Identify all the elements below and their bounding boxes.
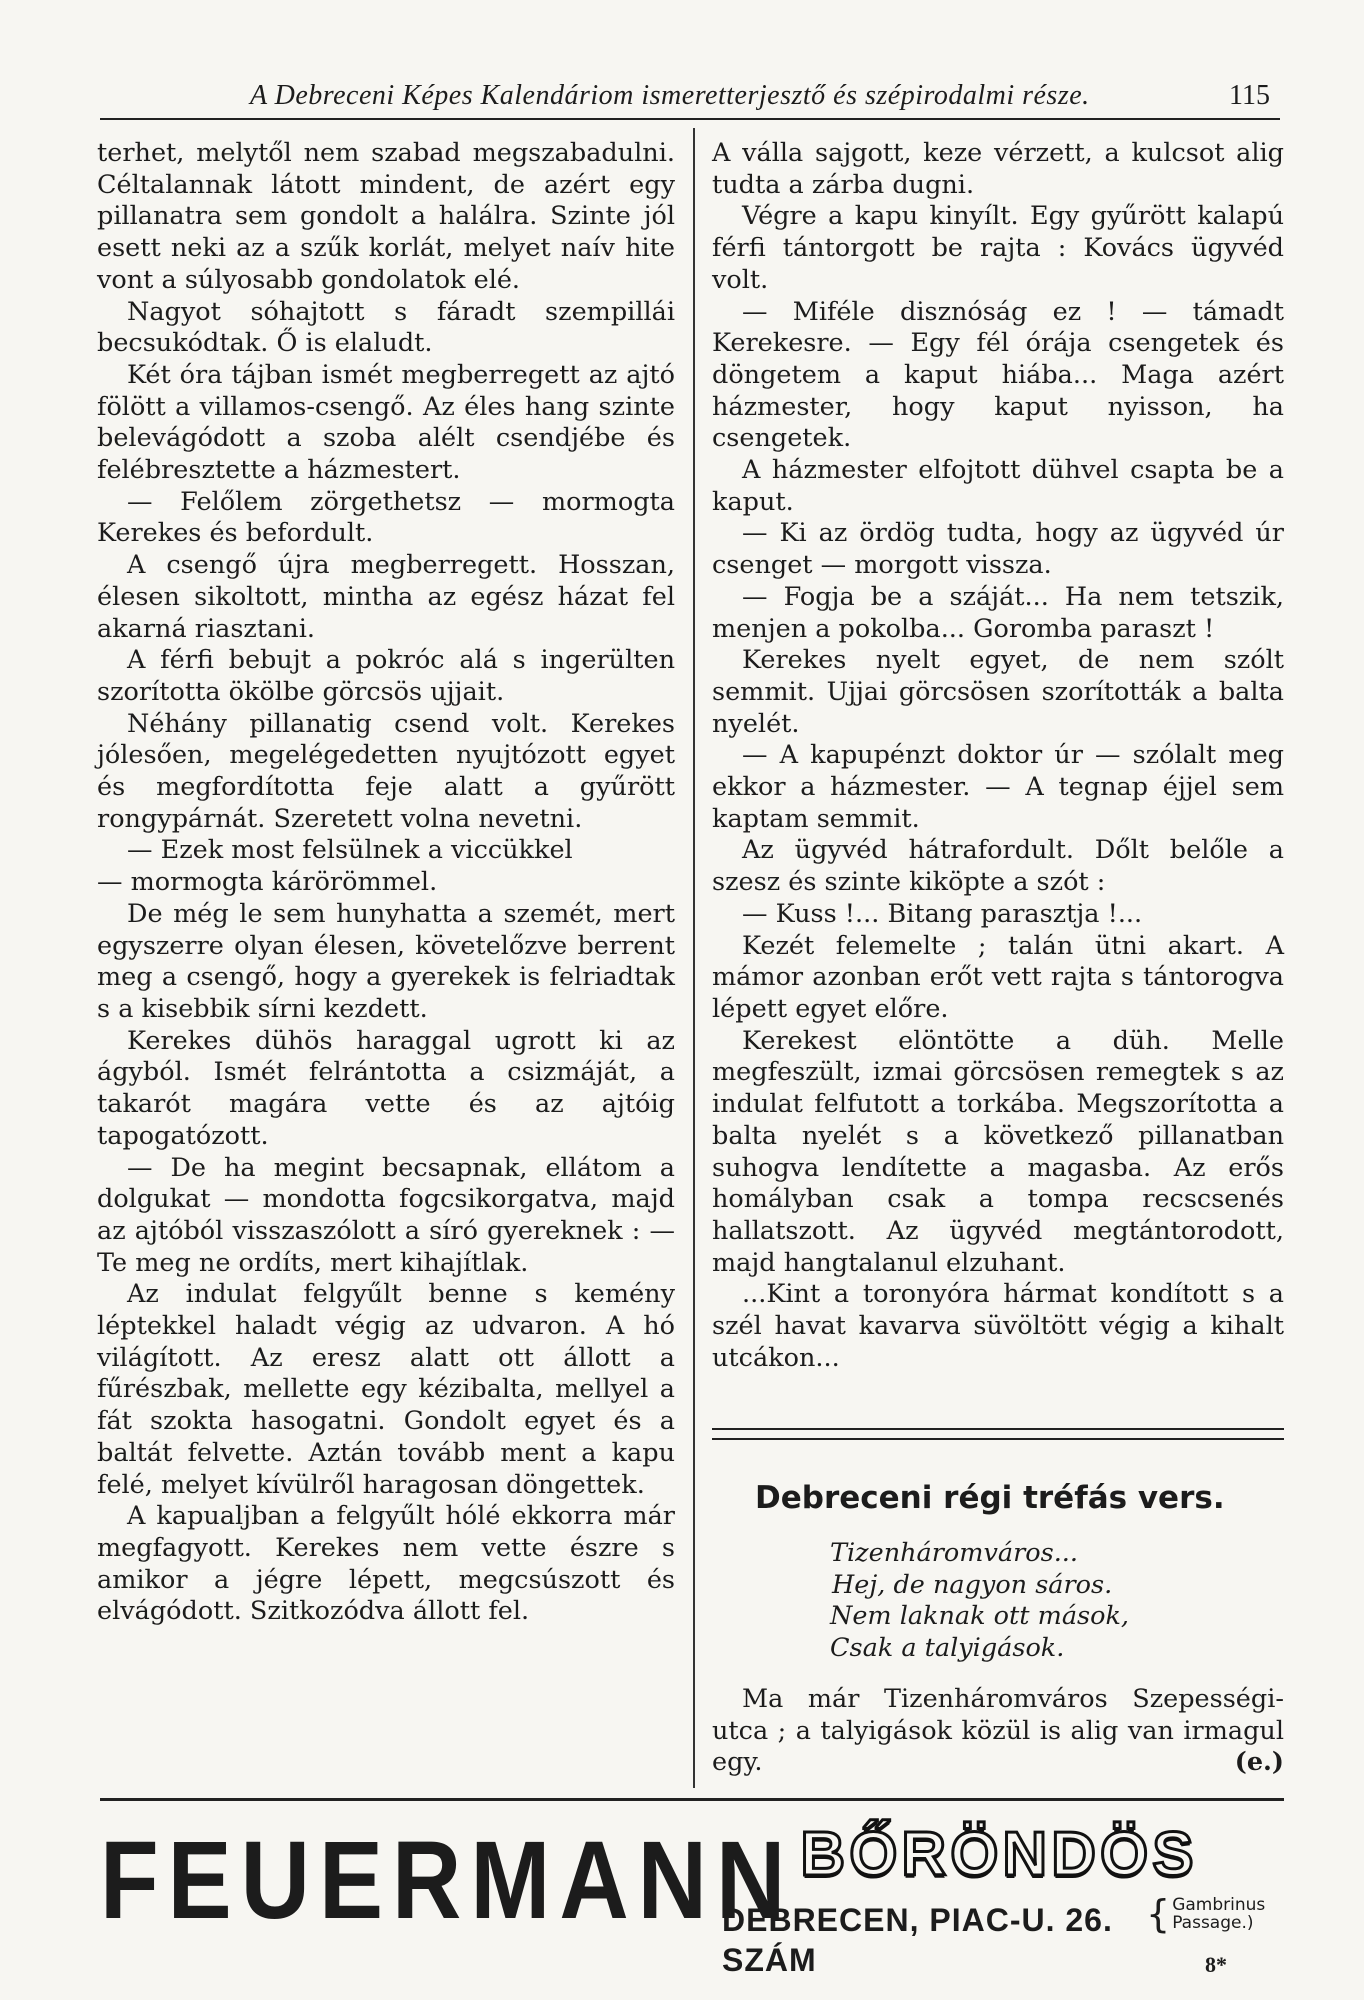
paragraph: — Miféle disznóság ez ! — támadt Kerekesre. — Egy fél órája csengetek és döngetem a kaput hiába... Maga azért házmester, hogy kaput nyisson, ha csengetek. [712, 296, 1284, 454]
signature: (e.) [1234, 1747, 1284, 1778]
paragraph: — A kapupénzt doktor úr — szólalt meg ekkor a házmester. — A tegnap éjjel sem kaptam semmit. [712, 740, 1284, 834]
paragraph: A kapualjban a felgyűlt hólé ekkorra már megfagyott. Kerekes nem vette észre s amikor a jégre lépett, megcsúszott és elvágódott. Szitkozódva állott fel. [97, 1501, 675, 1627]
paragraph: ...Kint a toronyóra hármat kondított s a szél havat kavarva süvöltött végig a kihalt utcákon... [712, 1279, 1284, 1373]
paragraph: Az ügyvéd hátrafordult. Dőlt belőle a szesz és szinte kiköpte a szót : [712, 835, 1284, 898]
advertisement-rule [100, 1798, 1284, 1801]
right-column [712, 138, 1284, 1374]
paragraph: terhet, melytől nem szabad megszabadulni. Céltalannak látott mindent, de azért egy pillanatra sem gondolt a halálra. Szinte jól esett neki az a szűk korlát, melyet naív hite vont a súlyosabb gondolatok elé. [97, 138, 675, 295]
page-number: 115 [1229, 80, 1270, 111]
paragraph: A házmester elfojtott dühvel csapta be a kaput. [712, 455, 1284, 517]
paragraph: Kerekes dühös haraggal ugrott ki az ágyból. Ismét felrántotta a csizmáját, a takarót magára vette és az ajtóig tapogatózott. [97, 1025, 675, 1151]
poem [830, 1538, 1270, 1665]
paragraph: Két óra tájban ismét megberregett az ajtó fölött a villamos-csengő. Az éles hang szinte belevágódott a szoba alélt csendjébe és felébresztette a házmestert. [97, 359, 675, 486]
advertised-product: BŐRÖNDÖS [800, 1820, 1198, 1889]
paragraph: Nagyot sóhajtott s fáradt szempillái becsukódtak. Ő is elaludt. [97, 296, 675, 359]
paragraph: Kerekest elöntötte a düh. Melle megfeszült, izmai görcsösen remegtek s az indulat felfutott a torkába. Megszorította a balta nyelét s a következő pillanatban suhogva lendítette a magasba. Az erős homályban csak a tompa recscsenés hallatszott. Az ügyvéd megtántorodott, majd hangtalanul elzuhant. [712, 1025, 1284, 1278]
poem-line: Hej, de nagyon sáros. [832, 1569, 1113, 1600]
running-title: A Debreceni Képes Kalendáriom ismeretterjesztő és szépirodalmi része. [250, 80, 1090, 111]
paragraph: A férfi bebujt a pokróc alá s ingerülten szorította ökölbe görcsös ujjait. [97, 645, 675, 707]
paragraph: — Felőlem zörgethetsz — mormogta Kerekes és befordult. [97, 486, 675, 549]
paragraph: — Ki az ördög tudta, hogy az ügyvéd úr csenget — morgott vissza. [712, 518, 1284, 581]
paragraph: Az indulat felgyűlt benne s kemény léptekkel haladt végig az udvaron. A hó világított. Az eresz alatt ott állott a fűrészbak, mellette egy kézibalta, mellyel a fát szokta hasogatni. Gondolt egyet és a baltát felvette. Aztán tovább ment a kapu felé, melyet kívülről haragosan döngettek. [97, 1279, 675, 1500]
paragraph: Kerekes nyelt egyet, de nem szólt semmit. Ujjai görcsösen szorították a balta nyelét. [712, 645, 1284, 739]
poem-note [712, 1684, 1284, 1779]
poem-line: Tizenháromváros... [830, 1538, 1079, 1568]
passage-line: Passage.) [1172, 1913, 1254, 1933]
paragraph: — Fogja be a száját... Ha nem tetszik, menjen a pokolba... Goromba paraszt ! [712, 581, 1284, 644]
page-header [100, 78, 1280, 120]
paragraph: De még le sem hunyhatta a szemét, mert egyszerre olyan élesen, követelőzve berrent meg a csengő, hogy a gyerekek is felriadtak s a kisebbik sírni kezdett. [97, 898, 675, 1024]
brace-glyph: { [1146, 1892, 1171, 1936]
poem-title: Debreceni régi tréfás vers. [755, 1480, 1225, 1516]
paragraph: — mormogta kárörömmel. [97, 867, 438, 898]
paragraph: A csengő újra megberregett. Hosszan, élesen sikoltott, mintha az egész házat fel akarná riasztani. [97, 550, 675, 644]
paragraph: — Kuss !... Bitang parasztja !... [742, 898, 1143, 929]
paragraph: Kezét felemelte ; talán ütni akart. A mámor azonban erőt vett rajta s tántorogva lépett egyet előre. [712, 930, 1284, 1024]
left-column [97, 138, 675, 1628]
advertiser-address: DEBRECEN, PIAC-U. 26. SZÁM [722, 1902, 1113, 1978]
section-separator [712, 1428, 1284, 1440]
sheet-signature-mark: 8* [1205, 1952, 1227, 1977]
passage-line: Gambrinus [1172, 1895, 1266, 1915]
column-divider [693, 128, 695, 1788]
passage-note [1146, 1892, 1286, 1936]
paragraph: — De ha megint becsapnak, ellátom a dolgukat — mondotta fogcsikorgatva, majd az ajtóból visszaszólott a síró gyereknek : — Te meg ne ordíts, mert kihajítlak. [97, 1152, 675, 1278]
poem-line: Nem laknak ott mások, [830, 1601, 1130, 1632]
paragraph: Végre a kapu kinyílt. Egy gyűrött kalapú férfi tántorgott be rajta : Kovács ügyvéd volt. [712, 201, 1284, 295]
note-text: Ma már Tizenháromváros Szepességi-utca ; a talyigások közül is alig van irmagul egy. [712, 1684, 1284, 1778]
paragraph: A válla sajgott, keze vérzett, a kulcsot alig tudta a zárba dugni. [712, 138, 1284, 200]
advertiser-name: FEUERMANN [100, 1819, 795, 1943]
poem-line: Csak a talyigások. [830, 1633, 1065, 1664]
paragraph: Néhány pillanatig csend volt. Kerekes jólesően, megelégedetten nyujtózott egyet és megfordította feje alatt a gyűrött rongypárnát. Szeretett volna nevetni. [97, 708, 675, 834]
paragraph: — Ezek most felsülnek a viccükkel [127, 835, 573, 866]
